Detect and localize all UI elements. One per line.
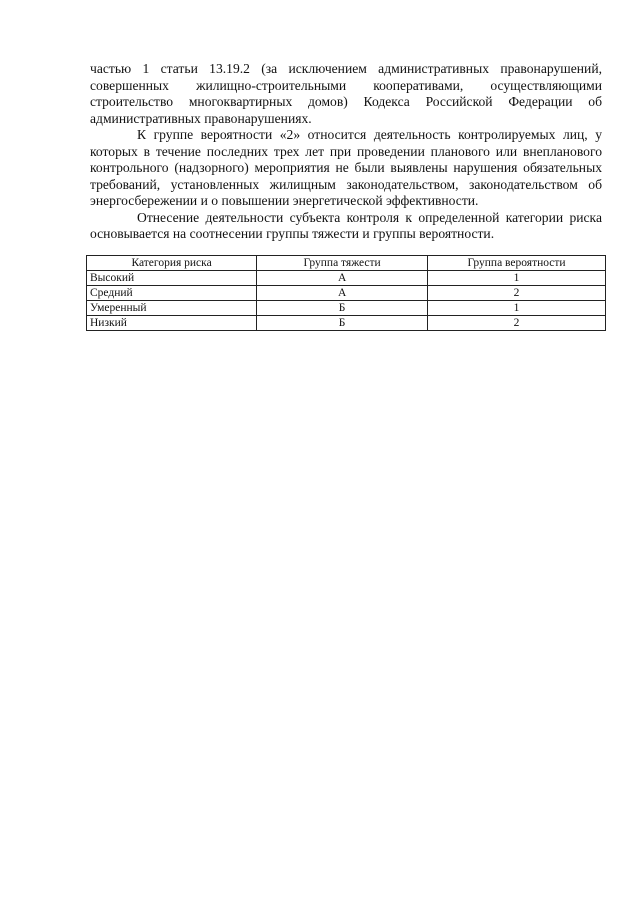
cell-risk-category: Высокий: [87, 270, 257, 285]
header-probability-group: Группа вероятности: [428, 255, 606, 270]
header-severity-group: Группа тяжести: [257, 255, 428, 270]
header-risk-category: Категория риска: [87, 255, 257, 270]
cell-risk-category: Умеренный: [87, 300, 257, 315]
cell-severity-group: Б: [257, 300, 428, 315]
cell-severity-group: А: [257, 285, 428, 300]
table-row: [87, 315, 606, 330]
table-row: [87, 270, 606, 285]
cell-probability-group: 1: [428, 300, 606, 315]
paragraph-continuation: частью 1 статьи 13.19.2 (за исключением административных правонарушений, совершенных жилищно-строительными кооперативами, осуществляющими строительство многоквартирных домов) Кодекса Российской Федерации об административных правонарушениях.: [90, 61, 602, 126]
paragraph-probability-group-2: К группе вероятности «2» относится деятельность контролируемых лиц, у которых в течение последних трех лет при проведении планового или внепланового контрольного (надзорного) мероприятия не были выявлены нарушения обязательных требований, установленных жилищным законодательством, законодательством об энергосбережении и о повышении энергетической эффективности.: [90, 127, 602, 208]
document-page: [90, 61, 602, 331]
cell-probability-group: 2: [428, 315, 606, 330]
risk-category-table: [86, 255, 606, 331]
paragraph-risk-assignment: Отнесение деятельности субъекта контроля к определенной категории риска основывается на соотнесении группы тяжести и группы вероятности.: [90, 209, 602, 241]
cell-severity-group: А: [257, 270, 428, 285]
cell-probability-group: 2: [428, 285, 606, 300]
cell-probability-group: 1: [428, 270, 606, 285]
table-header-row: [87, 255, 606, 270]
cell-risk-category: Средний: [87, 285, 257, 300]
table-row: [87, 285, 606, 300]
table-row: [87, 300, 606, 315]
cell-risk-category: Низкий: [87, 315, 257, 330]
cell-severity-group: Б: [257, 315, 428, 330]
